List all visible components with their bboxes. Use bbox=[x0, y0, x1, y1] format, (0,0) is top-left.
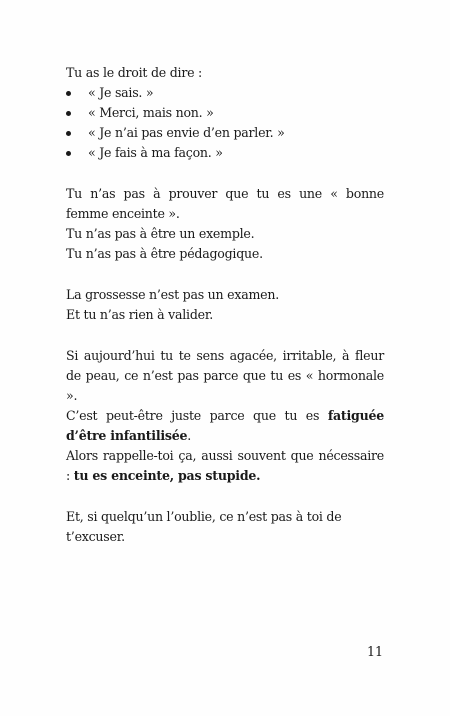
paragraph-gap bbox=[66, 163, 384, 184]
paragraph-gap bbox=[66, 325, 384, 346]
paragraph-apologize: Et, si quelqu’un l’oublie, ce n’est pas à toi de t’excuser. bbox=[66, 509, 342, 544]
paragraph-remember bbox=[66, 446, 384, 486]
bullet-text: « Je n’ai pas envie d’en parler. » bbox=[88, 125, 285, 140]
bold-phrase: tu es enceinte, pas stupide. bbox=[73, 468, 261, 483]
paragraph-gap bbox=[66, 486, 384, 507]
bullet-text: « Je sais. » bbox=[88, 85, 154, 100]
bullet-icon bbox=[66, 111, 71, 116]
paragraph-exam: La grossesse n’est pas un examen. bbox=[66, 287, 279, 302]
bullet-icon bbox=[66, 151, 71, 156]
bullet-icon bbox=[66, 131, 71, 136]
bullet-item bbox=[66, 143, 384, 163]
paragraph-hormonal: Si aujourd’hui tu te sens agacée, irritable, à fleur de peau, ce n’est pas parce que tu es « hormonale ». bbox=[66, 348, 384, 403]
intro-line: Tu as le droit de dire : bbox=[66, 65, 203, 80]
paragraph-tired bbox=[66, 406, 384, 446]
page-number: 11 bbox=[366, 644, 383, 659]
bullet-text: « Je fais à ma façon. » bbox=[88, 145, 223, 160]
page-content bbox=[66, 63, 384, 547]
paragraph-example: Tu n’as pas à être un exemple. bbox=[66, 226, 255, 241]
bold-phrase: fatiguée d’être infantilisée bbox=[66, 408, 384, 443]
bullet-icon bbox=[66, 91, 71, 96]
bullet-item bbox=[66, 123, 384, 143]
text-span: C’est peut-être juste parce que tu es bbox=[66, 408, 328, 423]
paragraph-pedagogic: Tu n’as pas à être pédagogique. bbox=[66, 246, 263, 261]
paragraph-validate: Et tu n’as rien à valider. bbox=[66, 307, 213, 322]
bullet-text: « Merci, mais non. » bbox=[88, 105, 214, 120]
paragraph-prove: Tu n’as pas à prouver que tu es une « bonne femme enceinte ». bbox=[66, 186, 384, 221]
bullet-item bbox=[66, 103, 384, 123]
text-span: Alors rappelle-toi ça, aussi souvent que nécessaire : bbox=[66, 448, 384, 483]
text-span: . bbox=[187, 428, 192, 443]
bullet-list bbox=[66, 83, 384, 163]
paragraph-gap bbox=[66, 264, 384, 285]
bullet-item bbox=[66, 83, 384, 103]
